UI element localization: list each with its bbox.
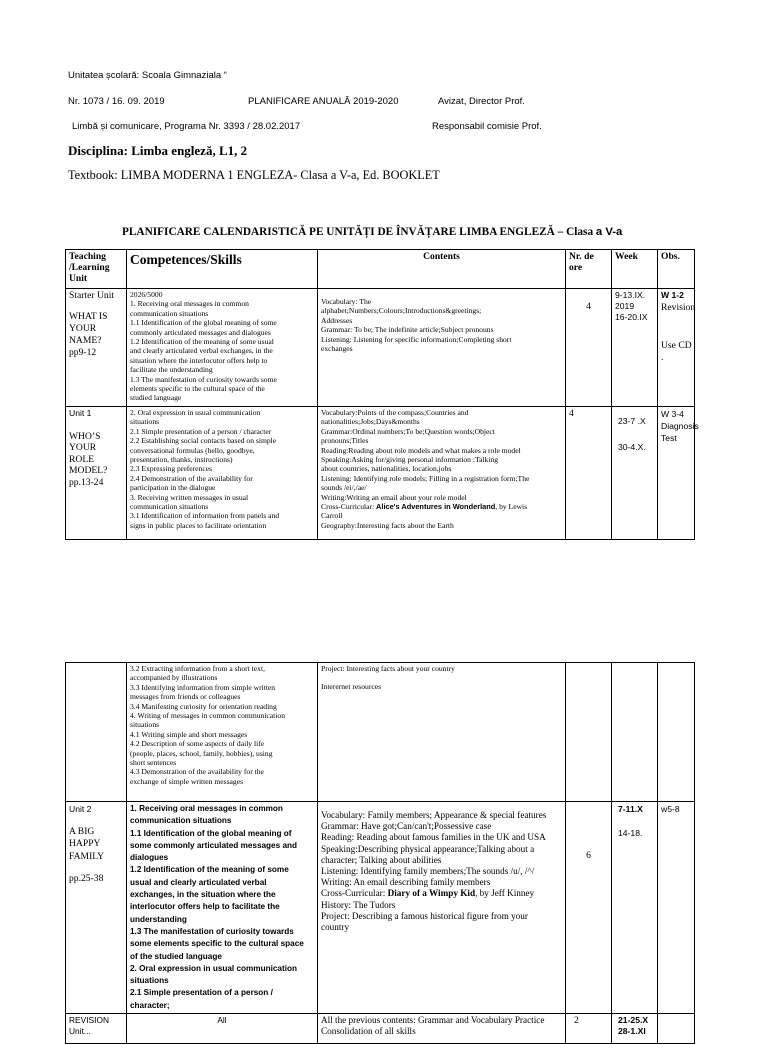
competence-line: 3.4 Manifesting curiosity for orientation reading: [130, 701, 277, 711]
obs-cell: [658, 1014, 695, 1044]
week-line: 9-13.IX.: [615, 290, 646, 300]
unit-line: FAMILY: [69, 850, 105, 862]
competence-line: short sentences: [130, 758, 177, 768]
unit-cell: [66, 663, 127, 802]
competence-line: usual and clearly articulated verbal: [130, 877, 267, 887]
header-hours-line: Nr. de: [569, 251, 594, 262]
competence-line: 3.2 Extracting information from a short text,: [130, 664, 265, 673]
competence-line: 1. Receiving oral messages in common: [130, 299, 249, 309]
competence-line: conversational formulas (hello, goodbye,: [130, 445, 255, 455]
content-line: Vocabulary:Points of the compass;Countries and: [321, 408, 469, 417]
unit-cell: [66, 1014, 127, 1044]
unit-line: Starter Unit: [69, 290, 115, 301]
competence-line: situations: [130, 976, 169, 986]
content-line: sounds /ei/,/ae/: [321, 483, 367, 493]
content-line: History: The Tudors: [321, 899, 396, 910]
week-cell: [612, 407, 658, 540]
obs-line: W 3-4: [661, 409, 684, 419]
obs-line: Revision: [661, 301, 696, 313]
week-line: 23-7 .X: [618, 416, 646, 426]
unit-line: HAPPY: [69, 838, 101, 849]
header-competences-text: Competences/Skills: [130, 252, 242, 267]
competence-line: studied language: [130, 393, 182, 403]
content-line: Reading:Reading about role models and what makes a role model: [321, 445, 521, 455]
hours-value: 4: [569, 408, 574, 419]
obs-line: Test: [661, 433, 677, 443]
content-line: Reading: Reading about famous families in the UK and USA: [321, 832, 546, 843]
content-line: Project: Interesting facts about your country: [321, 664, 455, 673]
cross-curricular-title: Alice's Adventures in Wonderland: [376, 502, 496, 512]
content-line: Grammar: Have got;Can/can't;Possessive case: [321, 821, 492, 832]
table-row: [66, 407, 695, 540]
unit-cell: [66, 802, 127, 1014]
content-line: Listening: Identifying family members;The sounds /u/, /^/: [321, 866, 535, 877]
competence-line: exchanges, in the situation where the: [130, 890, 276, 900]
competence-line: 4.3 Demonstration of the availability for the: [130, 767, 264, 777]
contents-cell: [318, 663, 566, 802]
competence-line: 2.1 Simple presentation of a person /: [130, 988, 273, 998]
unit-line: MODEL?: [69, 465, 108, 476]
competence-line: participation in the dialogue: [130, 483, 216, 493]
content-line: Carroll: [321, 511, 343, 521]
content-line: Project: Describing a famous historical figure from your: [321, 910, 528, 921]
competence-line: 2.1 Simple presentation of a person / character: [130, 426, 272, 436]
content-line: about countries, nationalities, location,jobs: [321, 464, 452, 474]
unit-line: pp9-12: [69, 347, 97, 358]
header-obs: [658, 250, 695, 289]
competence-line: 1.1 Identification of the global meaning of: [130, 828, 292, 838]
competence-line: situations: [130, 417, 160, 427]
content-line: Vocabulary: The: [321, 297, 372, 306]
obs-line: W 1-2: [661, 290, 684, 300]
school-name: Unitatea școlară: Scoala Gimnaziala “: [68, 70, 227, 81]
content-line: Writing: An email describing family members: [321, 877, 491, 888]
planning-table-page2: [65, 662, 695, 1044]
document-title: [122, 222, 622, 240]
cross-curricular-author: , by Lewis: [495, 502, 528, 512]
competence-line: 3.3 Identifying information from simple written: [130, 682, 276, 692]
content-line: Writing:Writing an email about your role model: [321, 492, 467, 502]
content-line: nationalities;Jobs;Days&months: [321, 417, 420, 427]
competence-line: of the studied language: [130, 951, 222, 961]
content-line: All the previous contents: Grammar and Vocabulary Practice: [321, 1015, 545, 1026]
cross-curricular-line: [321, 888, 562, 899]
competence-line: signs in public places to facilitate orientation: [130, 520, 267, 530]
competence-line: accompanied by illustrations: [130, 673, 218, 683]
competence-line: 2.4 Demonstration of the availability for: [130, 473, 253, 483]
content-line: Addresses: [321, 315, 353, 325]
unit-line: Unit...: [69, 1026, 91, 1037]
competence-line: and clearly articulated verbal exchanges, in the: [130, 346, 273, 356]
competence-line: facilitate the understanding: [130, 365, 213, 375]
week-cell: [612, 1014, 658, 1044]
header-unit-line: Unit: [69, 273, 88, 284]
hours-cell: [566, 802, 612, 1014]
content-line: country: [321, 922, 350, 933]
content-line: pronouns;Titles: [321, 436, 369, 446]
competence-line: communication situations: [130, 502, 209, 512]
table-row: [66, 1014, 695, 1044]
competences-cell: [127, 407, 318, 540]
table-row: [66, 289, 695, 407]
header-hours: [566, 250, 612, 289]
content-line: Speaking:Asking for/giving personal information :Talking: [321, 455, 499, 465]
week-line: 30-4.X.: [618, 442, 646, 452]
competence-line: presentation, thanks, instructions): [130, 455, 233, 465]
contents-cell: [318, 1014, 566, 1044]
obs-cell: [658, 663, 695, 802]
week-line: 16-20.IX: [615, 312, 648, 322]
header-competences: [127, 250, 318, 289]
header-unit-line: /Learning: [69, 262, 110, 273]
content-line: Grammar:Ordinal numbers;To be;Question words;Object: [321, 426, 495, 436]
competence-line: 2. Oral expression in usual communication: [130, 963, 297, 973]
registration-number: Nr. 1073 / 16. 09. 2019: [68, 96, 165, 107]
title-class: a V-a: [595, 226, 623, 238]
competence-line: character;: [130, 1000, 170, 1010]
week-line: 2019: [615, 301, 635, 311]
competence-line: communication situations: [130, 308, 209, 318]
competence-line: 3.1 Identification of information from panels and: [130, 511, 280, 521]
unit-line: A BIG: [69, 825, 95, 837]
competence-line: (people, places, school, family, hobbies), using: [130, 748, 273, 758]
content-line: Interernet resources: [321, 682, 382, 692]
unit-line: Unit 2: [69, 804, 92, 814]
content-line: Geography:Interesting facts about the Earth: [321, 520, 454, 530]
contents-cell: [318, 802, 566, 1014]
unit-line: Unit 1: [69, 408, 92, 418]
cross-curricular-author: , by Jeff Kinney: [475, 888, 535, 899]
obs-line: .: [661, 351, 664, 363]
content-line: Speaking:Describing physical appearance;Talking about a: [321, 843, 535, 854]
competence-line: 2. Oral expression in usual communication: [130, 408, 261, 417]
content-line: Consolidation of all skills: [321, 1026, 416, 1037]
unit-line: NAME?: [69, 335, 102, 346]
competence-line: 2026/5000: [130, 290, 163, 299]
contents-cell: [318, 289, 566, 407]
obs-line: w5-8: [661, 804, 680, 814]
hours-cell: [566, 1014, 612, 1044]
content-line: Listening: Identifying role models; Filling in a registration form;The: [321, 473, 530, 483]
competences-cell: [127, 663, 318, 802]
hours-cell: [566, 407, 612, 540]
competence-line: some elements specific to the cultural space: [130, 939, 304, 949]
obs-cell: [658, 407, 699, 540]
cross-curricular-label: Cross-Curricular:: [321, 502, 377, 512]
competence-line: dialogues: [130, 853, 169, 863]
competence-line: 1.2 Identification of the meaning of some usual: [130, 337, 274, 347]
header-hours-line: ore: [569, 262, 583, 273]
table-header-row: [66, 250, 695, 289]
content-line: Vocabulary: Family members; Appearance & special features: [321, 810, 547, 820]
unit-cell: [66, 407, 127, 540]
textbook-line: Textbook: LIMBA MODERNA 1 ENGLEZA- Clasa a V-a, Ed. BOOKLET: [68, 168, 440, 182]
table-row: [66, 802, 695, 1014]
competence-line: 1.2 Identification of the meaning of some: [130, 865, 289, 875]
unit-line: WHAT IS: [69, 311, 108, 322]
competence-line: 4. Writing of messages in common communication: [130, 711, 285, 721]
competence-line: 4.2 Description of some aspects of daily life: [130, 739, 265, 749]
competence-line: 2.3 Expressing preferences: [130, 464, 213, 474]
unit-line: pp.13-24: [69, 476, 104, 488]
unit-line: pp.25-38: [69, 873, 104, 884]
header-contents: [318, 250, 566, 289]
competence-line: 3. Receiving written messages in usual: [130, 492, 249, 502]
competence-line: 1.3 The manifestation of curiosity towards some: [130, 374, 277, 384]
header-week: [612, 250, 658, 289]
competence-line: All: [217, 1015, 227, 1026]
competences-cell: [127, 1014, 318, 1044]
week-cell: [612, 663, 658, 802]
committee-responsible: Responsabil comisie Prof.: [432, 121, 542, 132]
content-line: exchanges: [321, 344, 353, 354]
competence-line: 1. Receiving oral messages in common: [130, 804, 283, 813]
competence-line: situations: [130, 720, 160, 730]
discipline-line: Disciplina: Limba engleză, L1, 2: [68, 143, 248, 158]
competence-line: 1.1 Identification of the global meaning of some: [130, 318, 277, 328]
obs-line: Diagnosis: [661, 421, 699, 431]
competence-line: interlocutor offers help to facilitate the: [130, 902, 280, 912]
unit-line: WHO’S: [69, 430, 101, 442]
header-obs-text: Obs.: [661, 251, 680, 262]
competence-line: messages from friends or colleagues: [130, 692, 241, 702]
content-line: character; Talking about abilities: [321, 854, 442, 865]
header-unit-line: Teaching: [69, 251, 106, 262]
title-main: PLANIFICARE CALENDARISTICĂ PE UNITĂȚI DE ÎNVĂȚARE LIMBA ENGLEZĂ – Clasa: [122, 226, 596, 238]
hours-value: 4: [586, 301, 591, 312]
competence-line: 4.1 Writing simple and short messages: [130, 729, 248, 739]
obs-cell: [658, 802, 695, 1014]
obs-line: Use CD: [661, 340, 692, 351]
competence-line: 2.2 Establishing social contacts based on simple: [130, 436, 277, 446]
hours-cell: [566, 289, 612, 407]
cross-curricular-label: Cross-Curricular:: [321, 888, 388, 899]
week-cell: [612, 289, 658, 407]
competences-cell: [127, 802, 318, 1014]
curriculum-program: Limbă și comunicare, Programa Nr. 3393 / 28.02.2017: [72, 121, 301, 132]
unit-line: YOUR: [69, 442, 97, 453]
week-line: 21-25.X: [618, 1015, 649, 1026]
approved-by: Avizat, Director Prof.: [438, 96, 525, 107]
header-contents-text: Contents: [423, 251, 460, 262]
unit-line: REVISION: [69, 1015, 110, 1026]
competence-line: understanding: [130, 914, 187, 924]
week-line: 14-18.: [618, 828, 643, 838]
competence-line: situation where the interlocutor offers help to: [130, 355, 268, 365]
header-week-text: Week: [615, 251, 638, 262]
content-line: alphabet;Numbers;Colours;Introductions&greetings;: [321, 306, 482, 316]
hours-value: 6: [586, 850, 591, 861]
unit-cell: [66, 289, 127, 407]
unit-line: ROLE: [69, 453, 95, 465]
content-line: Grammar: To be; The indefinite article;Subject pronouns: [321, 325, 494, 335]
competences-cell: [127, 289, 318, 407]
hours-value: 2: [574, 1015, 579, 1027]
week-line: 28-1.XI: [618, 1026, 646, 1037]
competence-line: elements specific to the cultural space of the: [130, 384, 265, 394]
unit-line: YOUR: [69, 323, 97, 334]
cross-curricular-title: Diary of a Wimpy Kid: [387, 888, 476, 899]
annual-plan-label: PLANIFICARE ANUALĂ 2019-2020: [248, 96, 399, 107]
week-line: 7-11.X: [618, 804, 643, 814]
competence-line: commonly articulated messages and dialogues: [130, 327, 271, 337]
competence-line: exchange of simple written messages: [130, 776, 244, 786]
hours-cell: [566, 663, 612, 802]
planning-table-page1: [65, 249, 699, 540]
competence-line: 1.3 The manifestation of curiosity towards: [130, 926, 294, 936]
table-row: [66, 663, 695, 802]
competence-line: communication situations: [130, 816, 232, 826]
content-line: Listening: Listening for specific information;Completing short: [321, 334, 512, 344]
header-unit: [66, 250, 127, 289]
cross-curricular-line: [321, 502, 562, 511]
obs-cell: [658, 289, 695, 407]
contents-cell: [318, 407, 566, 540]
week-cell: [612, 802, 658, 1014]
competence-line: some commonly articulated messages and: [130, 840, 297, 850]
